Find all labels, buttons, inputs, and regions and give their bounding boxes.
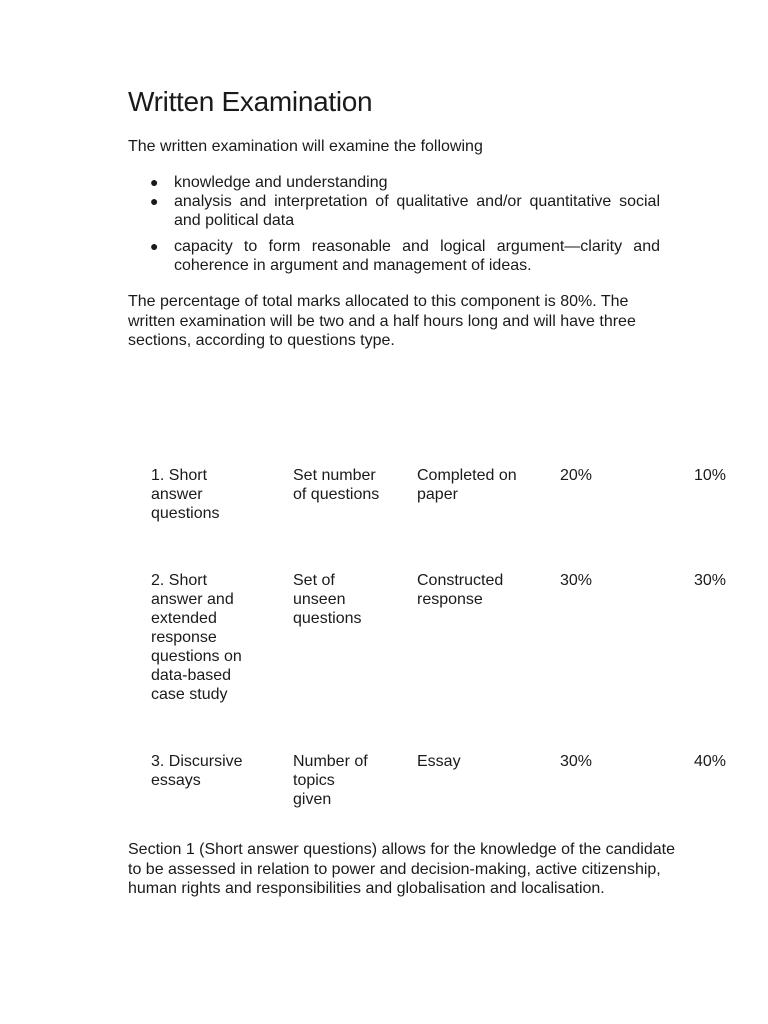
bullet-list [128, 237, 660, 275]
intro-paragraph: The written examination will examine the following [128, 138, 483, 155]
bullet-text: knowledge and understanding [174, 174, 388, 191]
bullet-list [128, 173, 660, 192]
page-title: Written Examination [128, 86, 373, 117]
table-cell-weight-b: 40% [694, 753, 727, 770]
table-cell-questions: Set number of questions [293, 467, 380, 503]
marks-paragraph: The percentage of total marks allocated to this component is 80%. The written examination will be two and a half hours long and will have three sections, according to questions type. [128, 293, 636, 349]
list-item [128, 237, 660, 275]
table-cell-format: Completed on paper [417, 467, 517, 503]
list-item [128, 192, 660, 230]
list-item [128, 173, 660, 192]
closing-paragraph: Section 1 (Short answer questions) allows for the knowledge of the candidate to be assessed in relation to power and decision-making, active citizenship, human rights and responsibilities and globalisation and localisation. [128, 841, 675, 897]
table-cell-section: 2. Short answer and extended response questions on data-based case study [151, 572, 242, 703]
table-cell-weight-b: 30% [694, 572, 727, 589]
table-cell-questions: Number of topics given [293, 753, 368, 808]
table-cell-weight-a: 20% [560, 467, 593, 484]
table-cell-section: 3. Discursive essays [151, 753, 243, 789]
bullet-icon: ● [150, 238, 159, 254]
table-cell-format: Constructed response [417, 572, 504, 608]
table-cell-section: 1. Short answer questions [151, 467, 220, 522]
bullet-text: analysis and interpretation of qualitative and/or quantitative social and political data [174, 193, 660, 229]
table-cell-weight-a: 30% [560, 753, 593, 770]
bullet-icon: ● [150, 193, 159, 209]
bullet-text: capacity to form reasonable and logical argument—clarity and coherence in argument and management of ideas. [174, 238, 660, 274]
bullet-list [128, 192, 660, 230]
table-cell-questions: Set of unseen questions [293, 572, 362, 627]
table-cell-weight-b: 10% [694, 467, 727, 484]
bullet-icon: ● [150, 174, 159, 190]
table-cell-weight-a: 30% [560, 572, 593, 589]
table-cell-format: Essay [417, 753, 461, 770]
